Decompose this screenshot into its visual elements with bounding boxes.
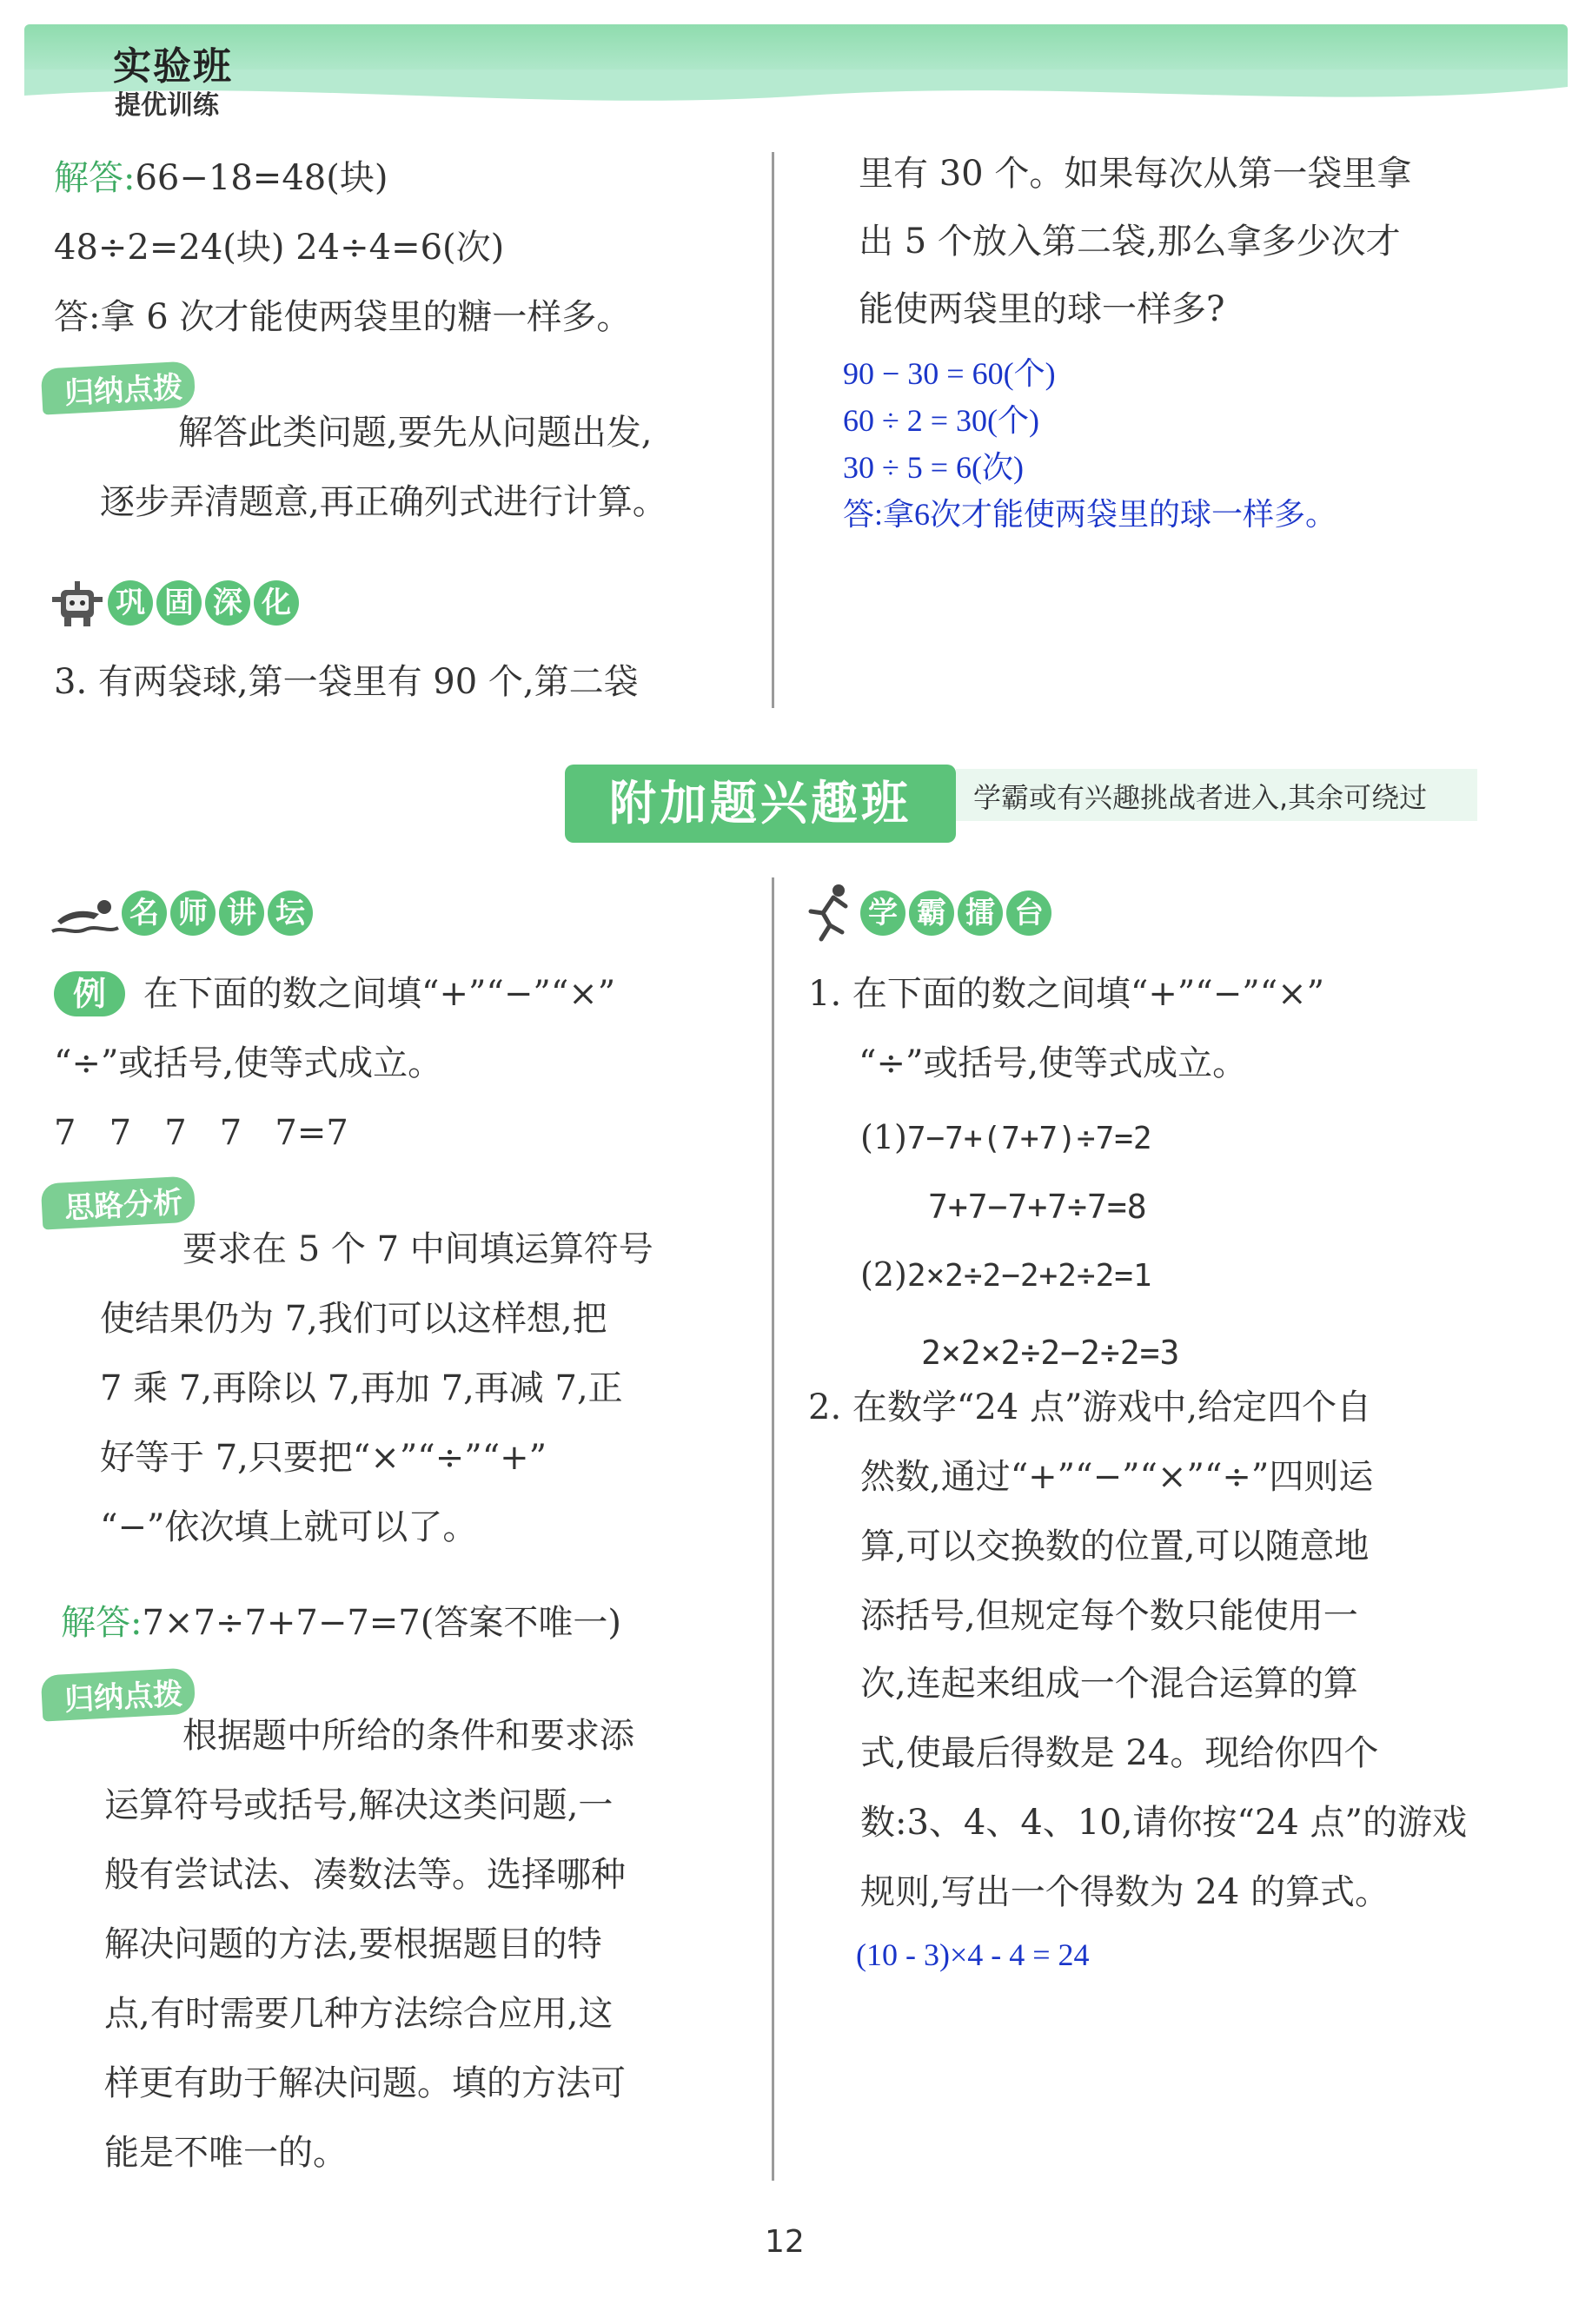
section-title-consolidate: 巩 固 深 化: [108, 580, 302, 626]
section-title-teacher-forum: 名 师 讲 坛: [122, 891, 316, 936]
summary-tag-2: 归纳点拨: [41, 1667, 196, 1721]
example-tag: 例: [54, 971, 125, 1016]
q2-handwritten-answer: (10 - 3)×4 - 4 = 24: [856, 1937, 1090, 1972]
section-title-champion-arena: 学 霸 擂 台: [860, 891, 1055, 936]
answer-line-1: 解答:66−18=48(块): [54, 158, 388, 198]
summary-2-line-7: 能是不唯一的。: [104, 2133, 348, 2173]
question-3-line-3: 出 5 个放入第二袋,那么拿多少次才: [859, 222, 1401, 262]
q1-part-2: (2)2×2÷2−2+2÷2=1: [860, 1255, 1152, 1294]
answer-line-2: 48÷2=24(块) 24÷4=6(次): [54, 228, 505, 268]
banner-note: 学霸或有兴趣挑战者进入,其余可绕过: [973, 781, 1428, 814]
summary-2-line-2: 运算符号或括号,解决这类问题,一: [104, 1785, 614, 1825]
q2-line-8: 规则,写出一个得数为 24 的算式。: [860, 1872, 1390, 1912]
summary-2-line-5: 点,有时需要几种方法综合应用,这: [104, 1994, 614, 2034]
example-line-1: 在下面的数之间填“+”“−”“×”: [143, 974, 616, 1014]
analysis-line-3: 7 乘 7,再除以 7,再加 7,再减 7,正: [100, 1368, 623, 1408]
q1-line-1: 1. 在下面的数之间填“+”“−”“×”: [808, 974, 1325, 1014]
q1-line-2: “÷”或括号,使等式成立。: [859, 1043, 1248, 1083]
q1-part-1: (1)7−7+(7+7)÷7=2: [860, 1118, 1152, 1156]
question-3-line-2: 里有 30 个。如果每次从第一袋里拿: [859, 154, 1412, 194]
bottom-column-divider: [772, 877, 774, 2181]
solution-line: 解答:7×7÷7+7−7=7(答案不唯一): [61, 1603, 621, 1643]
header-wave: [24, 70, 1568, 113]
answer-line-3: 答:拿 6 次才能使两袋里的糖一样多。: [54, 297, 632, 337]
analysis-tag: 思路分析: [41, 1175, 196, 1229]
q2-line-5: 次,连起来组成一个混合运算的算: [860, 1664, 1358, 1704]
analysis-line-5: “−”依次填上就可以了。: [100, 1507, 478, 1547]
swimmer-icon: [50, 895, 120, 938]
q2-line-7: 数:3、4、4、10,请你按“24 点”的游戏: [860, 1803, 1467, 1843]
summary-2-line-1: 根据题中所给的条件和要求添: [182, 1716, 634, 1756]
runner-icon: [804, 882, 856, 943]
q2-line-2: 然数,通过“+”“−”“×”“÷”四则运: [860, 1457, 1374, 1497]
q2-line-1: 2. 在数学“24 点”游戏中,给定四个自: [808, 1387, 1372, 1427]
top-column-divider: [772, 152, 774, 708]
page-number: 12: [765, 2224, 805, 2260]
summary-2-line-3: 般有尝试法、凑数法等。选择哪种: [104, 1855, 626, 1895]
bonus-banner: 附加题兴趣班: [565, 765, 956, 843]
analysis-line-1: 要求在 5 个 7 中间填运算符号: [182, 1229, 653, 1269]
question-3-line-1: 3. 有两袋球,第一袋里有 90 个,第二袋: [54, 662, 639, 702]
q2-line-3: 算,可以交换数的位置,可以随意地: [860, 1526, 1370, 1566]
handwritten-answer-4: 答:拿6次才能使两袋里的球一样多。: [843, 497, 1337, 532]
brand-subtitle: 提优训练: [115, 90, 219, 121]
example-line-2: “÷”或括号,使等式成立。: [54, 1043, 443, 1083]
question-3-line-4: 能使两袋里的球一样多?: [859, 289, 1225, 329]
handwritten-answer-2: 60 ÷ 2 = 30(个): [843, 403, 1040, 438]
brand-title: 实验班: [113, 44, 233, 89]
handwritten-answer-3: 30 ÷ 5 = 6(次): [843, 450, 1025, 485]
example-line-3: 7 7 7 7 7=7: [54, 1113, 348, 1153]
q2-line-4: 添括号,但规定每个数只能使用一: [860, 1596, 1358, 1636]
summary-tag: 归纳点拨: [41, 361, 196, 414]
handwritten-answer-1: 90 − 30 = 60(个): [843, 356, 1056, 391]
summary-line-2: 逐步弄清题意,再正确列式进行计算。: [100, 482, 667, 522]
summary-2-line-4: 解决问题的方法,要根据题目的特: [104, 1924, 602, 1964]
q2-line-6: 式,使最后得数是 24。现给你四个: [860, 1733, 1379, 1773]
robot-icon: [50, 578, 104, 630]
summary-2-line-6: 样更有助于解决问题。填的方法可: [104, 2063, 626, 2103]
summary-line-1: 解答此类问题,要先从问题出发,: [178, 413, 653, 453]
q1-part-2b: 2×2×2÷2−2÷2=3: [921, 1334, 1180, 1372]
analysis-line-2: 使结果仍为 7,我们可以这样想,把: [100, 1299, 607, 1339]
solution-label: 解答:: [61, 1603, 143, 1643]
q1-part-1b: 7+7−7+7÷7=8: [928, 1188, 1147, 1226]
answer-label: 解答:: [54, 158, 136, 198]
analysis-line-4: 好等于 7,只要把“×”“÷”“+”: [100, 1438, 547, 1478]
